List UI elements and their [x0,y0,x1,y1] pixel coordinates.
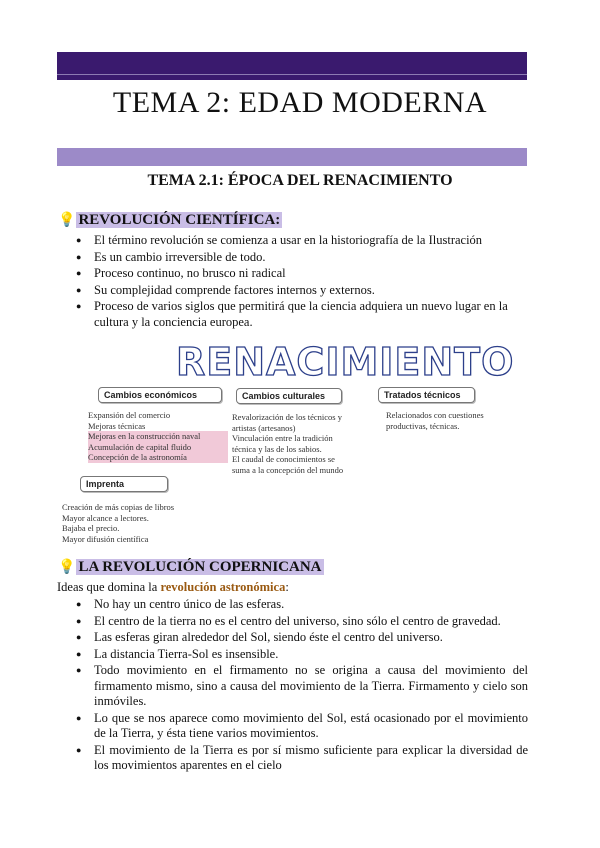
box-label: Cambios culturales [242,391,326,401]
section-heading-label: LA REVOLUCIÓN COPERNICANA [78,559,322,575]
list-item: Expansión del comercio [88,410,171,420]
list-item: ● Es un cambio irreversible de todo. [76,250,528,266]
list-item: ● El término revolución se comienza a usar en la historiografía de la Ilustración [76,233,528,249]
page-title: TEMA 2: EDAD MODERNA [112,86,488,119]
box-label: Imprenta [86,479,125,489]
box-tratados-tecnicos [378,387,475,403]
list-item: Bajaba el precio. [62,523,120,533]
tratados-list [386,410,526,431]
section-subtitle: TEMA 2.1: ÉPOCA DEL RENACIMIENTO [147,172,453,189]
list-item: Revalorización de los técnicos y [232,412,342,422]
list-item: ● Todo movimiento en el firmamento no se origina a causa del movimiento del firmamento mismo, sino a causa del movimiento de la Tierra. Firmamento y cielo son inmóviles. [76,663,528,710]
box-cambios-culturales [236,388,342,404]
list-item: Mayor difusión científica [62,533,149,544]
list-item: ● No hay un centro único de las esferas. [76,597,528,613]
list-item: ● La distancia Tierra-Sol es insensible. [76,647,528,663]
list-item: Relacionados con cuestiones [386,410,484,420]
list-item: ● Las esferas giran alrededor del Sol, siendo éste el centro del universo. [76,630,528,646]
list-item: artistas (artesanos) [232,422,296,433]
diagram-title: RENACIMIENTO [176,340,515,384]
top-bar-rule [57,74,527,75]
list-item: ● Lo que se nos aparece como movimiento del Sol, está ocasionado por el movimiento de la Tierra, y ésta tiene varios movimientos. [76,711,528,742]
revolucion-copernicana-list [76,597,528,775]
list-item: productivas, técnicas. [386,420,460,431]
list-item: ● El centro de la tierra no es el centro del universo, sino sólo el centro de gravedad. [76,614,528,630]
box-label: Cambios económicos [104,390,198,400]
list-item: Concepción de la astronomía [88,452,228,463]
list-item: Mejoras en la construcción naval [88,431,228,442]
list-item: Creación de más copias de libros [62,502,175,512]
top-decorative-bar [57,52,527,80]
list-item: ● Proceso de varios siglos que permitirá que la ciencia adquiera un nuevo lugar en la cultura y la conciencia europea. [76,299,528,330]
economicos-list [88,410,228,463]
intro-highlight: revolución astronómica [160,580,286,594]
section-heading-revolucion-copernicana [58,559,324,576]
revolucion-cientifica-list [76,233,528,331]
section-heading-revolucion-cientifica [58,212,282,229]
list-item: Acumulación de capital fluido [88,442,228,453]
list-item: Mayor alcance a lectores. [62,512,149,523]
list-item: ● Proceso continuo, no brusco ni radical [76,266,528,282]
culturales-list [232,412,372,475]
lightbulb-icon: 💡 [58,560,76,575]
subtitle-decorative-bar [57,148,527,166]
lightbulb-icon: 💡 [58,213,76,228]
list-item: Vinculación entre la tradición [232,433,333,443]
list-item: Mejoras técnicas [88,420,146,431]
renacimiento-diagram [60,340,540,550]
list-item: ● Su complejidad comprende factores internos y externos. [76,283,528,299]
box-cambios-economicos [98,387,222,403]
copernicana-intro [57,580,289,595]
list-item: suma a la concepción del mundo [232,464,344,475]
section-heading-label: REVOLUCIÓN CIENTÍFICA: [78,212,281,228]
list-item: El caudal de conocimientos se [232,454,335,464]
intro-suffix: : [285,580,289,594]
box-label: Tratados técnicos [384,390,461,400]
intro-prefix: Ideas que domina la [57,580,161,594]
imprenta-list [62,502,212,544]
list-item: técnica y las de los sabios. [232,443,322,454]
list-item: ● El movimiento de la Tierra es por sí mismo suficiente para explicar la diversidad de los movimientos aparentes en el cielo [76,743,528,774]
box-imprenta [80,476,168,492]
